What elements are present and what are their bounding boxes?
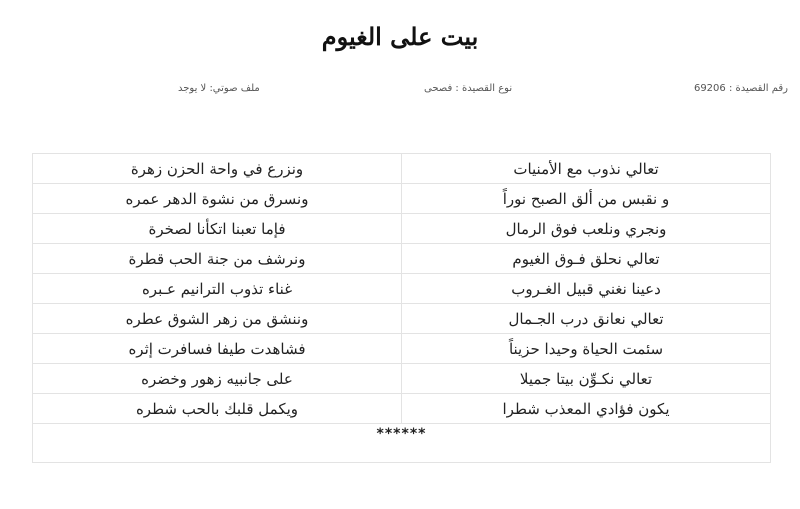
verse-second-hemistich: ونزرع في واحة الحزن زهرة xyxy=(33,154,402,184)
verse-row xyxy=(33,214,771,244)
poem-ending-stars: ****** xyxy=(33,424,771,463)
verse-first-hemistich: دعينا نغني قبيل الغـروب xyxy=(402,274,771,304)
verse-second-hemistich: ويكمل قلبك بالحب شطره xyxy=(33,394,402,424)
verse-first-hemistich: تعالي نذوب مع الأمنيات xyxy=(402,154,771,184)
poem-type: نوع القصيدة : فصحى xyxy=(424,83,513,94)
verse-row xyxy=(33,304,771,334)
poem-verses-body xyxy=(33,154,771,463)
poem-number: رقم القصيدة : 69206 xyxy=(693,83,788,94)
verse-first-hemistich: سئمت الحياة وحيدا حزيناً xyxy=(402,334,771,364)
verse-second-hemistich: ونسرق من نشوة الدهر عمره xyxy=(33,184,402,214)
verse-row xyxy=(33,334,771,364)
verse-first-hemistich: تعالي نكـوِّن بيتا جميلا xyxy=(402,364,771,394)
verse-second-hemistich: غناء تذوب الترانيم عـبره xyxy=(33,274,402,304)
verse-first-hemistich: و نقبس من ألق الصبح نوراً xyxy=(402,184,771,214)
verse-row xyxy=(33,244,771,274)
verse-row xyxy=(33,364,771,394)
poem-ending-row xyxy=(33,424,771,463)
verse-row xyxy=(33,274,771,304)
verse-row xyxy=(33,184,771,214)
verse-row xyxy=(33,394,771,424)
verse-second-hemistich: وننشق من زهر الشوق عطره xyxy=(33,304,402,334)
verse-second-hemistich: على جانبيه زهور وخضره xyxy=(33,364,402,394)
poem-title: بيت على الغيوم xyxy=(321,22,479,51)
verse-first-hemistich: تعالي نحلق فـوق الغيوم xyxy=(402,244,771,274)
verse-first-hemistich: تعالي نعانق درب الجـمال xyxy=(402,304,771,334)
verse-second-hemistich: فإما تعبنا اتكأنا لصخرة xyxy=(33,214,402,244)
poem-verses-table xyxy=(32,153,771,463)
verse-first-hemistich: ونجري ونلعب فوق الرمال xyxy=(402,214,771,244)
verse-second-hemistich: فشاهدت طيفا فسافرت إثره xyxy=(33,334,402,364)
verse-row xyxy=(33,154,771,184)
audio-file-status: ملف صوتي: لا يوجد xyxy=(178,83,260,94)
verse-second-hemistich: ونرشف من جنة الحب قطرة xyxy=(33,244,402,274)
verse-first-hemistich: يكون فؤادي المعذب شطرا xyxy=(402,394,771,424)
